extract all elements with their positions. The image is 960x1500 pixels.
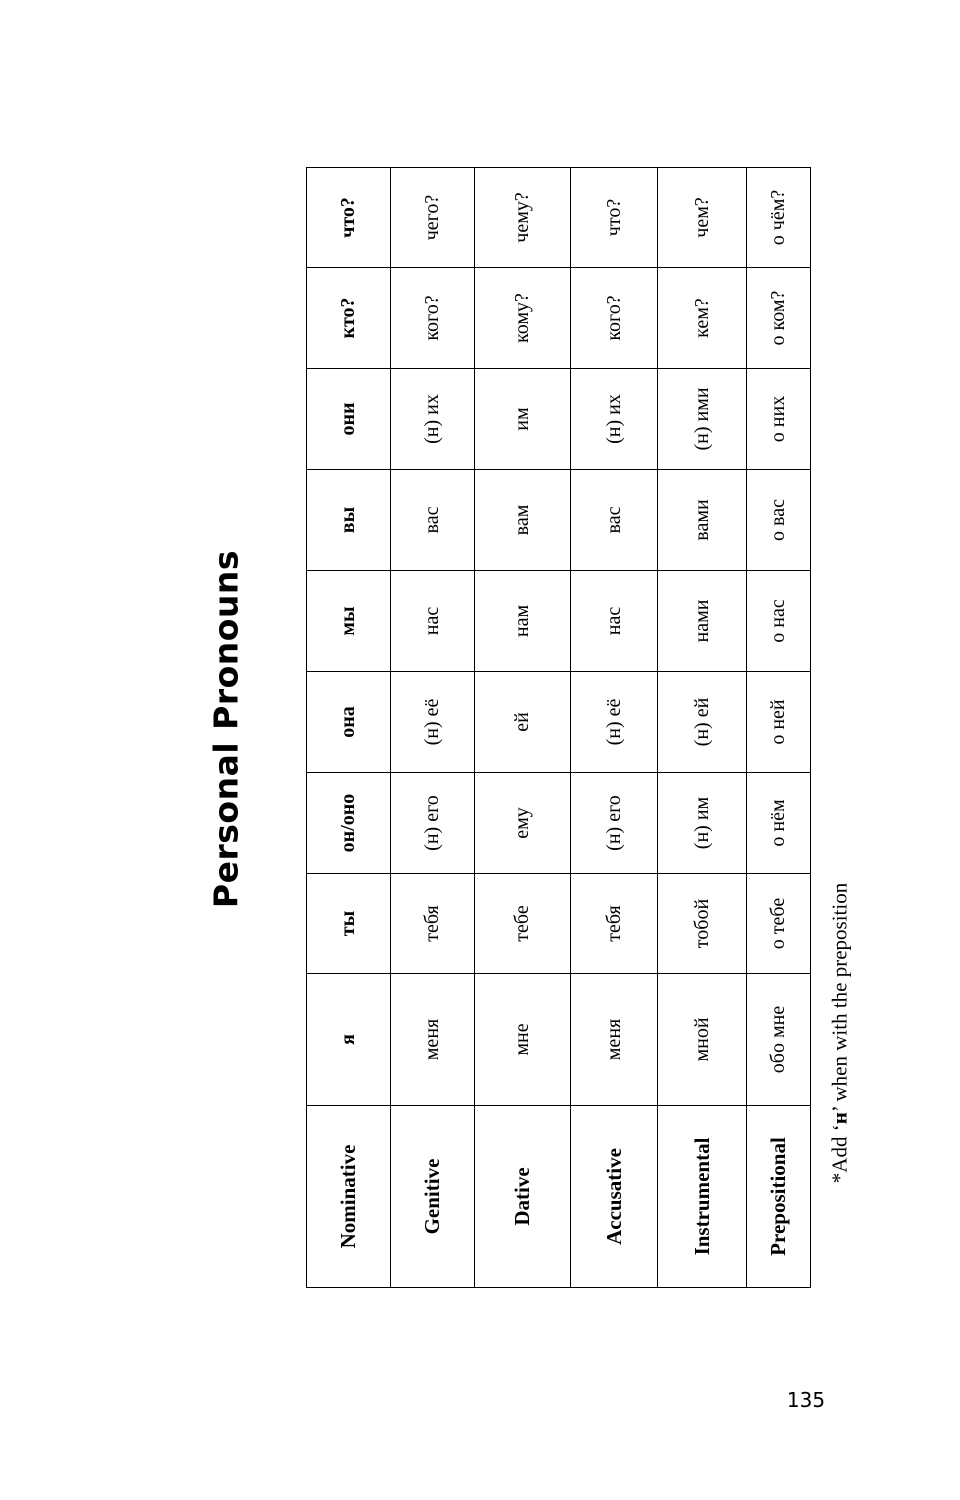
- pronoun-cell: мне: [475, 974, 571, 1106]
- pronoun-cell: тебя: [391, 874, 475, 974]
- pronoun-cell: ему: [475, 773, 571, 874]
- pronoun-table: [306, 167, 811, 1288]
- footnote-letter: н: [827, 1112, 852, 1125]
- pronoun-cell: чего?: [391, 168, 475, 268]
- pronoun-cell: кого?: [571, 268, 658, 369]
- pronoun-cell: (н) его: [571, 773, 658, 874]
- case-label: Nominative: [307, 1106, 391, 1288]
- pronoun-cell: чему?: [475, 168, 571, 268]
- pronoun-cell: кому?: [475, 268, 571, 369]
- pronoun-cell: тебе: [475, 874, 571, 974]
- pronoun-cell: вас: [571, 470, 658, 571]
- pronoun-cell: кого?: [391, 268, 475, 369]
- header-pronoun-cell: он/оно: [307, 773, 391, 874]
- case-label: Instrumental: [658, 1106, 747, 1288]
- case-label: Dative: [475, 1106, 571, 1288]
- pronoun-cell: чем?: [658, 168, 747, 268]
- pronoun-cell: (н) её: [391, 672, 475, 773]
- pronoun-cell: нам: [475, 571, 571, 672]
- case-label: Prepositional: [747, 1106, 811, 1288]
- pronoun-cell: о чём?: [747, 168, 811, 268]
- header-pronoun-cell: вы: [307, 470, 391, 571]
- pronoun-cell: о тебе: [747, 874, 811, 974]
- pronoun-cell: нас: [391, 571, 475, 672]
- footnote-suffix: ’ when with the preposition: [827, 882, 852, 1113]
- pronoun-table-area: [306, 168, 806, 1288]
- footnote: [828, 883, 853, 1183]
- pronoun-cell: (н) их: [391, 369, 475, 470]
- pronoun-cell: вами: [658, 470, 747, 571]
- page-title: Personal Pronouns: [206, 549, 246, 909]
- pronoun-cell: (н) ими: [658, 369, 747, 470]
- pronoun-table-body: [307, 168, 811, 1288]
- header-pronoun-cell: они: [307, 369, 391, 470]
- pronoun-cell: тобой: [658, 874, 747, 974]
- header-pronoun-cell: кто?: [307, 268, 391, 369]
- pronoun-cell: о ком?: [747, 268, 811, 369]
- pronoun-cell: нами: [658, 571, 747, 672]
- pronoun-cell: ей: [475, 672, 571, 773]
- pronoun-cell: о нас: [747, 571, 811, 672]
- case-label: Genitive: [391, 1106, 475, 1288]
- page-number: 135: [786, 1388, 826, 1412]
- header-pronoun-cell: ты: [307, 874, 391, 974]
- header-pronoun-cell: что?: [307, 168, 391, 268]
- pronoun-cell: (н) ей: [658, 672, 747, 773]
- pronoun-cell: (н) им: [658, 773, 747, 874]
- table-header-row: [307, 168, 391, 1288]
- pronoun-cell: нас: [571, 571, 658, 672]
- pronoun-cell: что?: [571, 168, 658, 268]
- table-row: [391, 168, 475, 1288]
- pronoun-cell: (н) их: [571, 369, 658, 470]
- table-row: [747, 168, 811, 1288]
- pronoun-cell: им: [475, 369, 571, 470]
- header-pronoun-cell: она: [307, 672, 391, 773]
- pronoun-cell: кем?: [658, 268, 747, 369]
- pronoun-cell: о ней: [747, 672, 811, 773]
- footnote-prefix: *Add ‘: [827, 1124, 852, 1184]
- case-label: Accusative: [571, 1106, 658, 1288]
- table-row: [658, 168, 747, 1288]
- pronoun-cell: вас: [391, 470, 475, 571]
- pronoun-cell: о нём: [747, 773, 811, 874]
- pronoun-cell: о вас: [747, 470, 811, 571]
- pronoun-cell: меня: [391, 974, 475, 1106]
- pronoun-cell: (н) его: [391, 773, 475, 874]
- pronoun-cell: мной: [658, 974, 747, 1106]
- table-row: [571, 168, 658, 1288]
- pronoun-cell: (н) её: [571, 672, 658, 773]
- pronoun-cell: вам: [475, 470, 571, 571]
- pronoun-cell: обо мне: [747, 974, 811, 1106]
- table-row: [475, 168, 571, 1288]
- pronoun-cell: о них: [747, 369, 811, 470]
- header-pronoun-cell: я: [307, 974, 391, 1106]
- header-pronoun-cell: мы: [307, 571, 391, 672]
- pronoun-cell: меня: [571, 974, 658, 1106]
- pronoun-cell: тебя: [571, 874, 658, 974]
